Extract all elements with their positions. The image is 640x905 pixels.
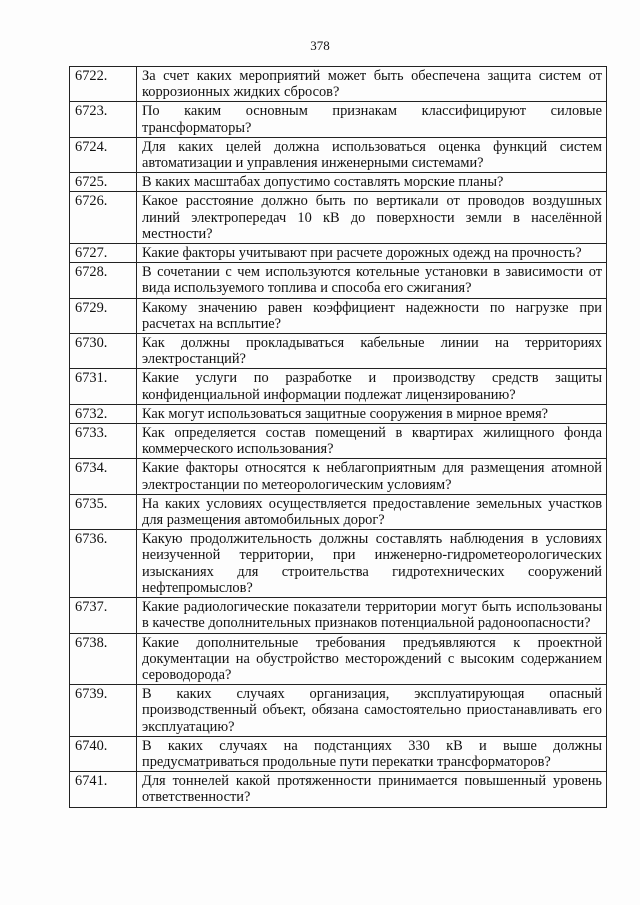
question-number: 6738.	[70, 633, 137, 685]
question-number: 6739.	[70, 685, 137, 737]
table-row	[70, 263, 607, 298]
question-number: 6741.	[70, 772, 137, 807]
table-row	[70, 494, 607, 529]
question-number: 6737.	[70, 598, 137, 633]
question-text: Как должны прокладываться кабельные линии на территориях электростанций?	[137, 334, 607, 369]
table-row	[70, 685, 607, 737]
question-text: Какие радиологические показатели территории могут быть использованы в качестве дополнительных признаков потенциальной радоноопасности?	[137, 598, 607, 633]
table-row	[70, 102, 607, 137]
table-row	[70, 633, 607, 685]
table-row	[70, 736, 607, 771]
question-number: 6725.	[70, 173, 137, 192]
table-row	[70, 298, 607, 333]
question-number: 6729.	[70, 298, 137, 333]
question-number: 6724.	[70, 137, 137, 172]
table-row	[70, 137, 607, 172]
question-text: Для каких целей должна использоваться оценка функций систем автоматизации и управления инженерными системами?	[137, 137, 607, 172]
table-row	[70, 334, 607, 369]
questions-table-body	[70, 67, 607, 808]
question-text: Какую продолжительность должны составлять наблюдения в условиях неизученной территории, при инженерно-гидрометеорологических изысканиях для строительства гидротехнических сооружений нефтепромыслов?	[137, 530, 607, 598]
question-number: 6728.	[70, 263, 137, 298]
question-number: 6736.	[70, 530, 137, 598]
table-row	[70, 530, 607, 598]
question-text: Какое расстояние должно быть по вертикали от проводов воздушных линий электропередач 10 кВ до поверхности земли в населённой местности?	[137, 192, 607, 244]
question-text: Какие дополнительные требования предъявляются к проектной документации на обустройство месторождений с высоким содержанием сероводорода?	[137, 633, 607, 685]
question-number: 6740.	[70, 736, 137, 771]
question-number: 6722.	[70, 67, 137, 102]
question-text: На каких условиях осуществляется предоставление земельных участков для размещения автомобильных дорог?	[137, 494, 607, 529]
question-text: В каких случаях организация, эксплуатирующая опасный производственный объект, обязана самостоятельно приостанавливать его эксплуатацию?	[137, 685, 607, 737]
question-text: Как определяется состав помещений в квартирах жилищного фонда коммерческого использования?	[137, 424, 607, 459]
table-row	[70, 244, 607, 263]
question-text: В каких масштабах допустимо составлять морские планы?	[137, 173, 607, 192]
question-text: Как могут использоваться защитные сооружения в мирное время?	[137, 404, 607, 423]
table-row	[70, 459, 607, 494]
question-text: Какие услуги по разработке и производству средств защиты конфиденциальной информации подлежат лицензированию?	[137, 369, 607, 404]
table-row	[70, 404, 607, 423]
question-number: 6732.	[70, 404, 137, 423]
question-number: 6723.	[70, 102, 137, 137]
question-number: 6731.	[70, 369, 137, 404]
question-number: 6727.	[70, 244, 137, 263]
question-number: 6734.	[70, 459, 137, 494]
question-text: В каких случаях на подстанциях 330 кВ и выше должны предусматриваться продольные пути перекатки трансформаторов?	[137, 736, 607, 771]
table-row	[70, 772, 607, 807]
question-text: Какому значению равен коэффициент надежности по нагрузке при расчетах на всплытие?	[137, 298, 607, 333]
table-row	[70, 424, 607, 459]
question-number: 6726.	[70, 192, 137, 244]
questions-table	[69, 66, 607, 808]
question-text: По каким основным признакам классифицируют силовые трансформаторы?	[137, 102, 607, 137]
question-text: Какие факторы учитывают при расчете дорожных одежд на прочность?	[137, 244, 607, 263]
page-number: 378	[310, 38, 330, 53]
table-row	[70, 67, 607, 102]
table-row	[70, 173, 607, 192]
question-text: За счет каких мероприятий может быть обеспечена защита систем от коррозионных жидких сбросов?	[137, 67, 607, 102]
table-row	[70, 369, 607, 404]
question-text: В сочетании с чем используются котельные установки в зависимости от вида используемого топлива и способа его сжигания?	[137, 263, 607, 298]
question-text: Для тоннелей какой протяженности принимается повышенный уровень ответственности?	[137, 772, 607, 807]
table-row	[70, 192, 607, 244]
question-text: Какие факторы относятся к неблагоприятным для размещения атомной электростанции по метеорологическим условиям?	[137, 459, 607, 494]
question-number: 6735.	[70, 494, 137, 529]
question-number: 6733.	[70, 424, 137, 459]
table-row	[70, 598, 607, 633]
question-number: 6730.	[70, 334, 137, 369]
